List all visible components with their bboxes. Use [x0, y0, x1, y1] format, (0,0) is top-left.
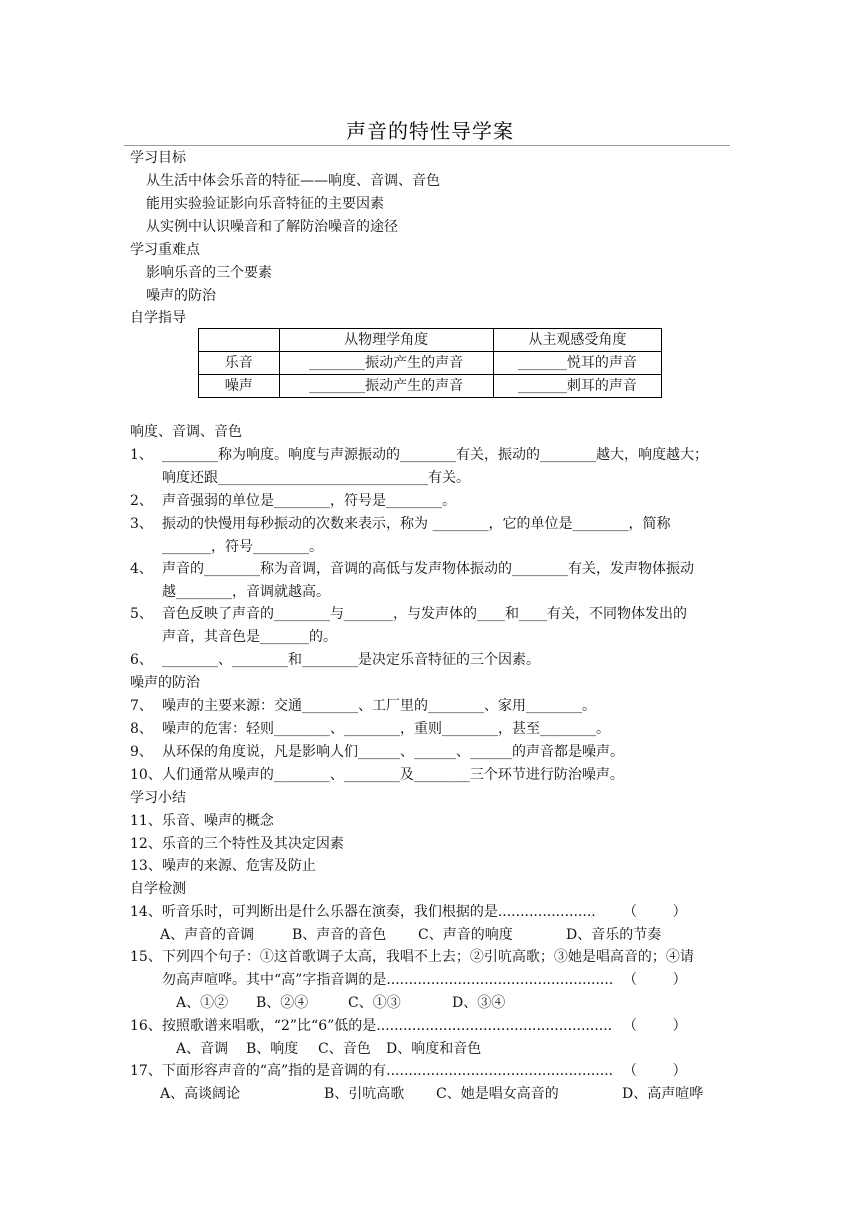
table-row — [199, 375, 662, 398]
item-number: 10、 — [130, 767, 162, 783]
table-cell: 乐音 — [199, 352, 280, 375]
question-text: 按照歌谱来唱歌，“2”比“6”低的是..................................................... — [161, 1018, 613, 1034]
item-number: 8、 — [130, 721, 153, 737]
table-cell: ________振动产生的声音 — [279, 375, 493, 398]
question-number: 14、 — [130, 904, 162, 920]
option-b: B、响度 — [246, 1041, 299, 1057]
item-text: ________、________和________是决定乐音特征的三个因素。 — [162, 652, 540, 668]
goals-heading: 学习目标 — [130, 150, 186, 166]
table-row — [199, 352, 662, 375]
item-text: 振动的快慢用每秒振动的次数来表示，称为 ________，它的单位是________，简称 — [162, 516, 671, 532]
table-header-cell — [199, 329, 280, 352]
table-cell: _______刺耳的声音 — [493, 375, 661, 398]
part2-heading: 噪声的防治 — [130, 675, 200, 691]
answer-blank: （ ） — [623, 904, 687, 920]
item-text: 越________，音调就越高。 — [162, 584, 330, 600]
item-number: 12、 — [130, 836, 162, 852]
question-number: 17、 — [130, 1063, 162, 1079]
item-text: 从环保的角度说，凡是影响人们______、______、______的声音都是噪声。 — [162, 744, 624, 760]
item-text — [130, 766, 624, 784]
item-body: 人们通常从噪声的________、________及________三个环节进行防治噪声。 — [161, 767, 624, 783]
item-text: 声音强弱的单位是________，符号是________。 — [162, 493, 456, 509]
question-text: 听音乐时，可判断出是什么乐器在演奏，我们根据的是...................... — [161, 904, 596, 920]
table-cell: 噪声 — [199, 375, 280, 398]
option-b: B、②④ — [256, 995, 309, 1011]
item-number: 3、 — [130, 516, 153, 532]
option-b: B、声音的音色 — [292, 927, 387, 943]
item-text: ________称为响度。响度与声源振动的________有关，振动的________越大，响度越大； — [162, 447, 708, 463]
page-title: 声音的特性导学案 — [346, 119, 514, 143]
table-header-cell: 从物理学角度 — [279, 329, 493, 352]
item-body: 乐音、噪声的概念 — [161, 813, 274, 829]
answer-blank: （ ） — [623, 1063, 687, 1079]
question-14 — [130, 903, 596, 921]
goal-item: 从生活中体会乐音的特征——响度、音调、音色 — [146, 173, 440, 189]
goal-item: 从实例中认识噪音和了解防治噪音的途径 — [146, 219, 398, 235]
option-c: C、①③ — [348, 995, 401, 1011]
table-cell: _______悦耳的声音 — [493, 352, 661, 375]
item-number: 4、 — [130, 561, 153, 577]
title-divider — [124, 145, 730, 146]
item-number: 6、 — [130, 652, 153, 668]
question-number: 15、 — [130, 949, 162, 965]
item-text: 噪声的主要来源：交通________、工厂里的________、家用________。 — [162, 698, 596, 714]
option-d: D、响度和音色 — [386, 1041, 482, 1057]
option-c: C、她是唱女高音的 — [436, 1086, 559, 1102]
item-text: 声音，其音色是_______的。 — [162, 629, 337, 645]
item-text: _______，符号________。 — [162, 539, 323, 555]
option-a: A、高谈阔论 — [160, 1086, 241, 1102]
option-d: D、高声喧哗 — [622, 1086, 704, 1102]
question-number: 16、 — [130, 1018, 162, 1034]
question-16 — [130, 1017, 612, 1035]
answer-blank: （ ） — [623, 1018, 687, 1034]
item-text: 声音的________称为音调，音调的高低与发声物体振动的________有关，发声物体振动 — [162, 561, 694, 577]
item-text: 响度还跟______________________________有关。 — [162, 470, 470, 486]
answer-blank: （ ） — [623, 972, 687, 988]
item-body: 乐音的三个特性及其决定因素 — [161, 836, 344, 852]
item-number: 1、 — [130, 447, 153, 463]
item-number: 7、 — [130, 698, 153, 714]
question-text: 下面形容声音的“高”指的是音调的有................................................... — [161, 1063, 614, 1079]
option-c: C、音色 — [318, 1041, 371, 1057]
difficulty-item: 影响乐音的三个要素 — [146, 265, 272, 281]
option-a: A、声音的音调 — [160, 927, 255, 943]
difficulty-item: 噪声的防治 — [146, 288, 216, 304]
option-d: D、音乐的节奏 — [566, 927, 662, 943]
option-a: A、①② — [176, 995, 229, 1011]
item-number: 5、 — [130, 606, 153, 622]
item-body: 噪声的来源、危害及防止 — [161, 858, 316, 874]
comparison-table — [198, 328, 662, 398]
table-cell: ________振动产生的声音 — [279, 352, 493, 375]
summary-item — [130, 857, 316, 875]
summary-item — [130, 812, 274, 830]
table-header-cell: 从主观感受角度 — [493, 329, 661, 352]
question-text: 下列四个句子：①这首歌调子太高，我唱不上去；②引吭高歌；③她是唱高音的；④请 — [161, 949, 694, 965]
item-text: 噪声的危害：轻则________、________，重则________，甚至________。 — [162, 721, 610, 737]
goal-item: 能用实验验证影向乐音特征的主要因素 — [146, 196, 384, 212]
summary-heading: 学习小结 — [130, 790, 186, 806]
difficulty-heading: 学习重难点 — [130, 242, 200, 258]
summary-item — [130, 835, 344, 853]
item-number: 2、 — [130, 493, 153, 509]
part1-heading: 响度、音调、音色 — [130, 424, 242, 440]
item-text: 音色反映了声音的________与_______，与发声体的____和____有关，不同物体发出的 — [162, 606, 687, 622]
selfguide-heading: 自学指导 — [130, 310, 186, 326]
option-c: C、声音的响度 — [418, 927, 513, 943]
question-17 — [130, 1062, 613, 1080]
item-number: 13、 — [130, 858, 162, 874]
question-text-cont: 勿高声喧哗。其中“高”字指音调的是................................................... — [162, 972, 614, 988]
table-header-row — [199, 329, 662, 352]
test-heading: 自学检测 — [130, 881, 186, 897]
question-15 — [130, 948, 694, 966]
item-number: 11、 — [130, 813, 162, 829]
option-d: D、③④ — [452, 995, 506, 1011]
option-b: B、引吭高歌 — [324, 1086, 405, 1102]
item-number: 9、 — [130, 744, 153, 760]
option-a: A、音调 — [176, 1041, 229, 1057]
